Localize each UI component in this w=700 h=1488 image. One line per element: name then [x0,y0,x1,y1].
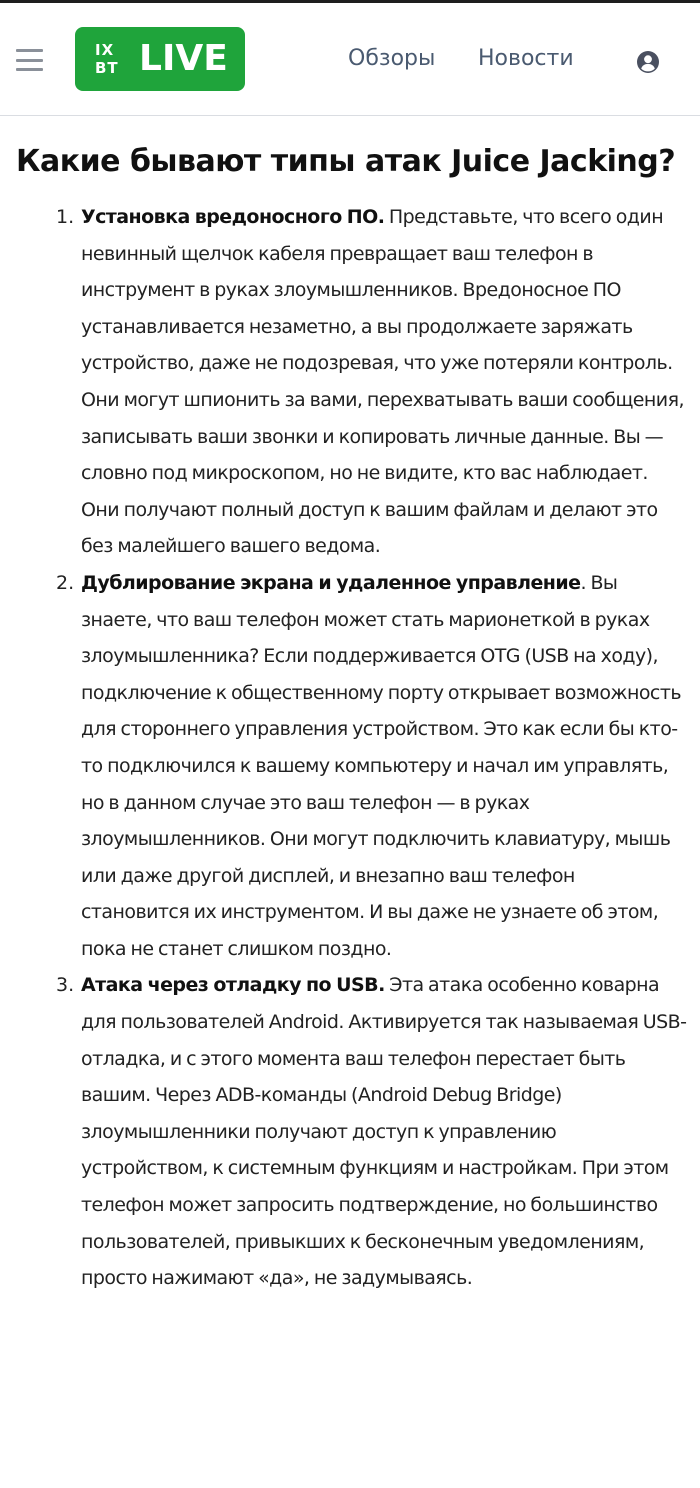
list-item [0,565,700,968]
list-item-number: 3. [56,974,75,997]
list-item-text [81,199,687,565]
site-header [0,3,700,116]
list-item-body: Эта атака особенно коварна для пользователей Android. Активируется так называемая USB-отладка, и с этого момента ваш телефон перестает быть вашим. Через ADB-команды (Android Debug Bridge) злоумышленники получают доступ к управлению устройством, к системным функциям и настройкам. При этом телефон может запросить подтверждение, но большинство пользователей, привыкших к бесконечным уведомлениям, просто нажимают «да», не задумываясь. [81,974,687,1290]
list-item-body: Представьте, что всего один невинный щелчок кабеля превращает ваш телефон в инструмент в руках злоумышленников. Вредоносное ПО устанавливается незаметно, а вы продолжаете заряжать устройство, даже не подозревая, что уже потеряли контроль. Они могут шпионить за вами, перехватывать ваши сообщения, записывать ваши звонки и копировать личные данные. Вы — словно под микроскопом, но не видите, кто вас наблюдает. Они получают полный доступ к вашим файлам и делают это без малейшего вашего ведома. [81,206,684,558]
ixbt-logo-mark [95,41,127,77]
list-item [0,199,700,565]
list-item-number: 2. [56,571,75,594]
list-item-title: Установка вредоносного ПО. [81,206,385,228]
logo-mark-bottom: BT [95,59,119,77]
article-heading: Какие бывают типы атак Juice Jacking? [16,144,676,179]
list-item-title: Атака через отладку по USB. [81,974,385,997]
ixbt-live-logo[interactable] [75,27,245,91]
hamburger-menu-icon[interactable] [16,49,43,71]
list-item-text [81,565,687,968]
attack-type-list [0,199,700,1297]
user-account-icon[interactable] [636,50,660,74]
list-item [0,967,700,1296]
list-item-number: 1. [56,206,75,228]
nav-link-reviews[interactable]: Обзоры [348,46,436,71]
list-item-text [81,967,687,1296]
nav-link-news[interactable]: Новости [478,46,574,71]
logo-wordmark: LIVE [139,38,228,79]
logo-mark-top: IX [95,41,115,59]
list-item-title: Дублирование экрана и удаленное управление [81,571,581,594]
list-item-body: . Вы знаете, что ваш телефон может стать марионеткой в руках злоумышленника? Если поддерживается OTG (USB на ходу), подключение к общественному порту открывает возможность для стороннего управления устройством. Это как если бы кто-то подключился к вашему компьютеру и начал им управлять, но в данном случае это ваш телефон — в руках злоумышленников. Они могут подключить клавиатуру, мышь или даже другой дисплей, и внезапно ваш телефон становится их инструментом. И вы даже не узнаете об этом, пока не станет слишком поздно. [81,571,681,960]
